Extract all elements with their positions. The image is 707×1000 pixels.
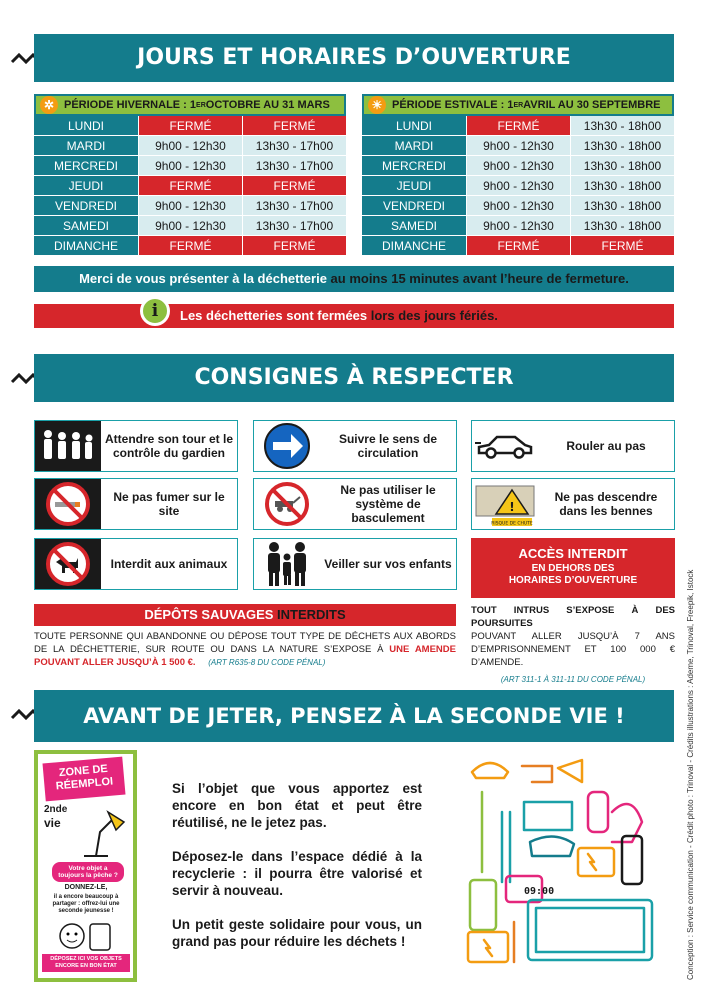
access-title: ACCÈS INTERDIT — [518, 546, 628, 561]
poster-question: Votre objet a toujours la pêche ? — [52, 862, 124, 882]
schedule-pm-cell: 13h30 - 17h00 — [242, 216, 346, 235]
schedule-am-cell: FERMÉ — [138, 236, 242, 255]
schedule-pm-cell: 13h30 - 18h00 — [570, 136, 674, 155]
schedule-row — [362, 156, 674, 176]
summer-header-suffix: AVRIL AU 30 SEPTEMBRE — [523, 99, 661, 111]
dumping-ref: (ART R635-8 DU CODE PÉNAL) — [208, 658, 326, 667]
intrus-ref: (ART 311-1 À 311-11 DU CODE PÉNAL) — [500, 675, 646, 684]
schedule-am-cell: 9h00 - 12h30 — [466, 156, 570, 175]
rule-wait-text: Attendre son tour et le contrôle du gardien — [105, 432, 234, 460]
summer-header-sup: ER — [513, 101, 524, 109]
credits: Conception : Service communication - Crédit photo : Trinoval - Crédits illustrations : Ademe, Trinoval, Freepik, Istock — [686, 569, 695, 980]
schedule-day: SAMEDI — [362, 216, 466, 235]
winter-schedule — [34, 94, 346, 256]
schedule-am-cell: 9h00 - 12h30 — [138, 216, 242, 235]
fall-risk-icon — [472, 479, 538, 529]
schedule-day: LUNDI — [34, 116, 138, 135]
schedule-row — [362, 136, 674, 156]
schedule-day: DIMANCHE — [34, 236, 138, 255]
intrus-title: TOUT INTRUS S’EXPOSE À DES POURSUITES — [471, 605, 675, 629]
reuse-p1: Si l’objet que vous apportez est encore en bon état et peut être réutilisé, ne le jetez pas. — [172, 781, 422, 830]
schedule-row — [34, 156, 346, 176]
schedule-am-cell: 9h00 - 12h30 — [138, 136, 242, 155]
rule-slow — [471, 420, 675, 472]
winter-header-prefix: PÉRIODE HIVERNALE : 1 — [64, 99, 197, 111]
dumping-b: INTERDITS — [277, 607, 346, 622]
schedule-day: DIMANCHE — [362, 236, 466, 255]
schedule-day: LUNDI — [362, 116, 466, 135]
schedule-row — [34, 236, 346, 256]
schedule-row — [362, 116, 674, 136]
rule-tilt-text: Ne pas utiliser le système de basculement — [340, 483, 436, 525]
fall-risk-label: RISQUE DE CHUTE — [491, 521, 533, 527]
rule-watch-children — [253, 538, 457, 590]
schedule-day: MARDI — [34, 136, 138, 155]
rule-smoke-text: Ne pas fumer sur le site — [113, 490, 225, 518]
arrival-notice-b: au moins 15 minutes avant l’heure de fermeture. — [330, 271, 629, 286]
intrus-block — [471, 604, 675, 686]
schedule-pm-cell: 13h30 - 18h00 — [570, 116, 674, 135]
schedule-day: JEUDI — [362, 176, 466, 195]
schedule-pm-cell: 13h30 - 18h00 — [570, 196, 674, 215]
summer-schedule — [362, 94, 674, 256]
dumping-fine: UNE AMENDE POUVANT ALLER JUSQU’À 1 500 €. — [34, 644, 456, 668]
schedule-day: VENDREDI — [34, 196, 138, 215]
schedule-pm-cell: 13h30 - 17h00 — [242, 156, 346, 175]
arrival-notice — [34, 266, 674, 292]
holiday-notice-b: lors des jours fériés. — [370, 308, 498, 323]
poster-donnez: DONNEZ-LE, — [64, 884, 108, 891]
dumping-text-block — [34, 630, 456, 669]
no-dogs-icon — [35, 539, 101, 589]
svg-text:!: ! — [509, 500, 515, 514]
schedule-am-cell: 9h00 - 12h30 — [138, 156, 242, 175]
schedule-pm-cell: FERMÉ — [242, 236, 346, 255]
schedule-row — [34, 116, 346, 136]
schedule-am-cell: 9h00 - 12h30 — [466, 176, 570, 195]
rule-children-text: Veiller sur vos enfants — [324, 557, 452, 571]
clock-readout: 09:00 — [524, 886, 555, 897]
rule-no-animals — [34, 538, 238, 590]
dumping-banner — [34, 604, 456, 626]
schedule-row — [362, 216, 674, 236]
dumping-a: DÉPÔTS SAUVAGES — [144, 607, 278, 622]
schedule-pm-cell: FERMÉ — [242, 116, 346, 135]
rule-wait-turn — [34, 420, 238, 472]
schedule-am-cell: 9h00 - 12h30 — [466, 216, 570, 235]
opening-title: JOURS ET HORAIRES D’OUVERTURE — [34, 34, 674, 82]
schedule-row — [34, 196, 346, 216]
schedule-day: JEUDI — [34, 176, 138, 195]
rule-no-tilt — [253, 478, 457, 530]
schedule-row — [362, 196, 674, 216]
schedule-row — [362, 176, 674, 196]
schedule-am-cell: 9h00 - 12h30 — [466, 196, 570, 215]
reuse-p2: Déposez-le dans l’espace dédié à la recyclerie : il pourra être valorisé et servir à nouveau. — [172, 849, 422, 898]
schedule-day: VENDREDI — [362, 196, 466, 215]
schedule-row — [34, 136, 346, 156]
schedule-am-cell: 9h00 - 12h30 — [138, 196, 242, 215]
intrus-text: POUVANT ALLER JUSQU’À 7 ANS D’EMPRISONNEMENT ET 100 000 € D’AMENDE. — [471, 631, 675, 668]
access-forbidden-box — [471, 538, 675, 598]
schedule-am-cell: FERMÉ — [466, 116, 570, 135]
reuse-text — [172, 780, 422, 950]
access-sub: EN DEHORS DES HORAIRES D’OUVERTURE — [508, 563, 638, 586]
winter-header-suffix: OCTOBRE AU 31 MARS — [205, 99, 330, 111]
lamp-icon — [74, 808, 126, 860]
holiday-notice — [34, 304, 674, 328]
info-icon: i — [140, 296, 170, 326]
rule-no-bins — [471, 478, 675, 530]
summer-header — [362, 94, 674, 116]
no-smoking-icon — [35, 479, 101, 529]
queue-people-icon — [35, 421, 101, 471]
schedule-row — [362, 236, 674, 256]
poster-donnez2: il a encore beaucoup à partager : offrez-lui une seconde jeunesse ! — [52, 894, 120, 914]
poster-zone: ZONE DE RÉEMPLOI — [42, 757, 125, 802]
family-icon — [254, 539, 320, 589]
schedule-am-cell: FERMÉ — [466, 236, 570, 255]
schedule-day: MERCREDI — [34, 156, 138, 175]
reuse-title: AVANT DE JETER, PENSEZ À LA SECONDE VIE ! — [34, 690, 674, 742]
dumping-text: TOUTE PERSONNE QUI ABANDONNE OU DÉPOSE TOUT TYPE DE DÉCHETS AUX ABORDS DE LA DÉCHETTERIE, SUR ROUTE OU DANS LA NATURE S’EXPOSE À — [34, 631, 456, 655]
schedule-am-cell: FERMÉ — [138, 116, 242, 135]
reuse-poster — [34, 750, 137, 982]
schedule-pm-cell: 13h30 - 18h00 — [570, 176, 674, 195]
rule-slow-text: Rouler au pas — [566, 439, 646, 453]
reuse-p3: Un petit geste solidaire pour vous, un grand pas pour réduire les déchets ! — [172, 917, 422, 949]
poster-second: 2nde — [44, 804, 68, 815]
rule-no-smoking — [34, 478, 238, 530]
rule-direction — [253, 420, 457, 472]
schedule-pm-cell: FERMÉ — [570, 236, 674, 255]
rule-bins-text: Ne pas descendre dans les bennes — [554, 490, 658, 518]
schedule-pm-cell: 13h30 - 17h00 — [242, 196, 346, 215]
sun-icon: ☀ — [368, 96, 386, 114]
summer-header-prefix: PÉRIODE ESTIVALE : 1 — [392, 99, 514, 111]
schedule-am-cell: 9h00 - 12h30 — [466, 136, 570, 155]
rule-direction-text: Suivre le sens de circulation — [338, 432, 438, 460]
no-tilting-icon — [254, 479, 320, 529]
schedule-pm-cell: 13h30 - 18h00 — [570, 156, 674, 175]
car-icon — [472, 421, 538, 471]
smiling-objects-icon — [58, 918, 114, 952]
snowflake-icon: ✲ — [40, 96, 58, 114]
holiday-notice-a: Les déchetteries sont fermées — [180, 308, 371, 323]
schedule-pm-cell: FERMÉ — [242, 176, 346, 195]
schedule-row — [34, 176, 346, 196]
schedule-day: SAMEDI — [34, 216, 138, 235]
schedule-day: MARDI — [362, 136, 466, 155]
winter-header-sup: ER — [196, 101, 206, 109]
poster-depot: DÉPOSEZ ICI VOS OBJETS ENCORE EN BON ÉTAT — [42, 954, 130, 972]
schedule-pm-cell: 13h30 - 18h00 — [570, 216, 674, 235]
schedule-row — [34, 216, 346, 236]
arrow-right-sign-icon — [254, 421, 320, 471]
poster-vie: vie — [44, 816, 61, 830]
rule-animals-text: Interdit aux animaux — [110, 557, 228, 571]
schedule-day: MERCREDI — [362, 156, 466, 175]
rules-title: CONSIGNES À RESPECTER — [34, 354, 674, 402]
winter-header — [34, 94, 346, 116]
household-objects-illustration — [462, 752, 662, 974]
arrival-notice-a: Merci de vous présenter à la déchetterie — [79, 271, 331, 286]
schedule-am-cell: FERMÉ — [138, 176, 242, 195]
schedule-pm-cell: 13h30 - 17h00 — [242, 136, 346, 155]
